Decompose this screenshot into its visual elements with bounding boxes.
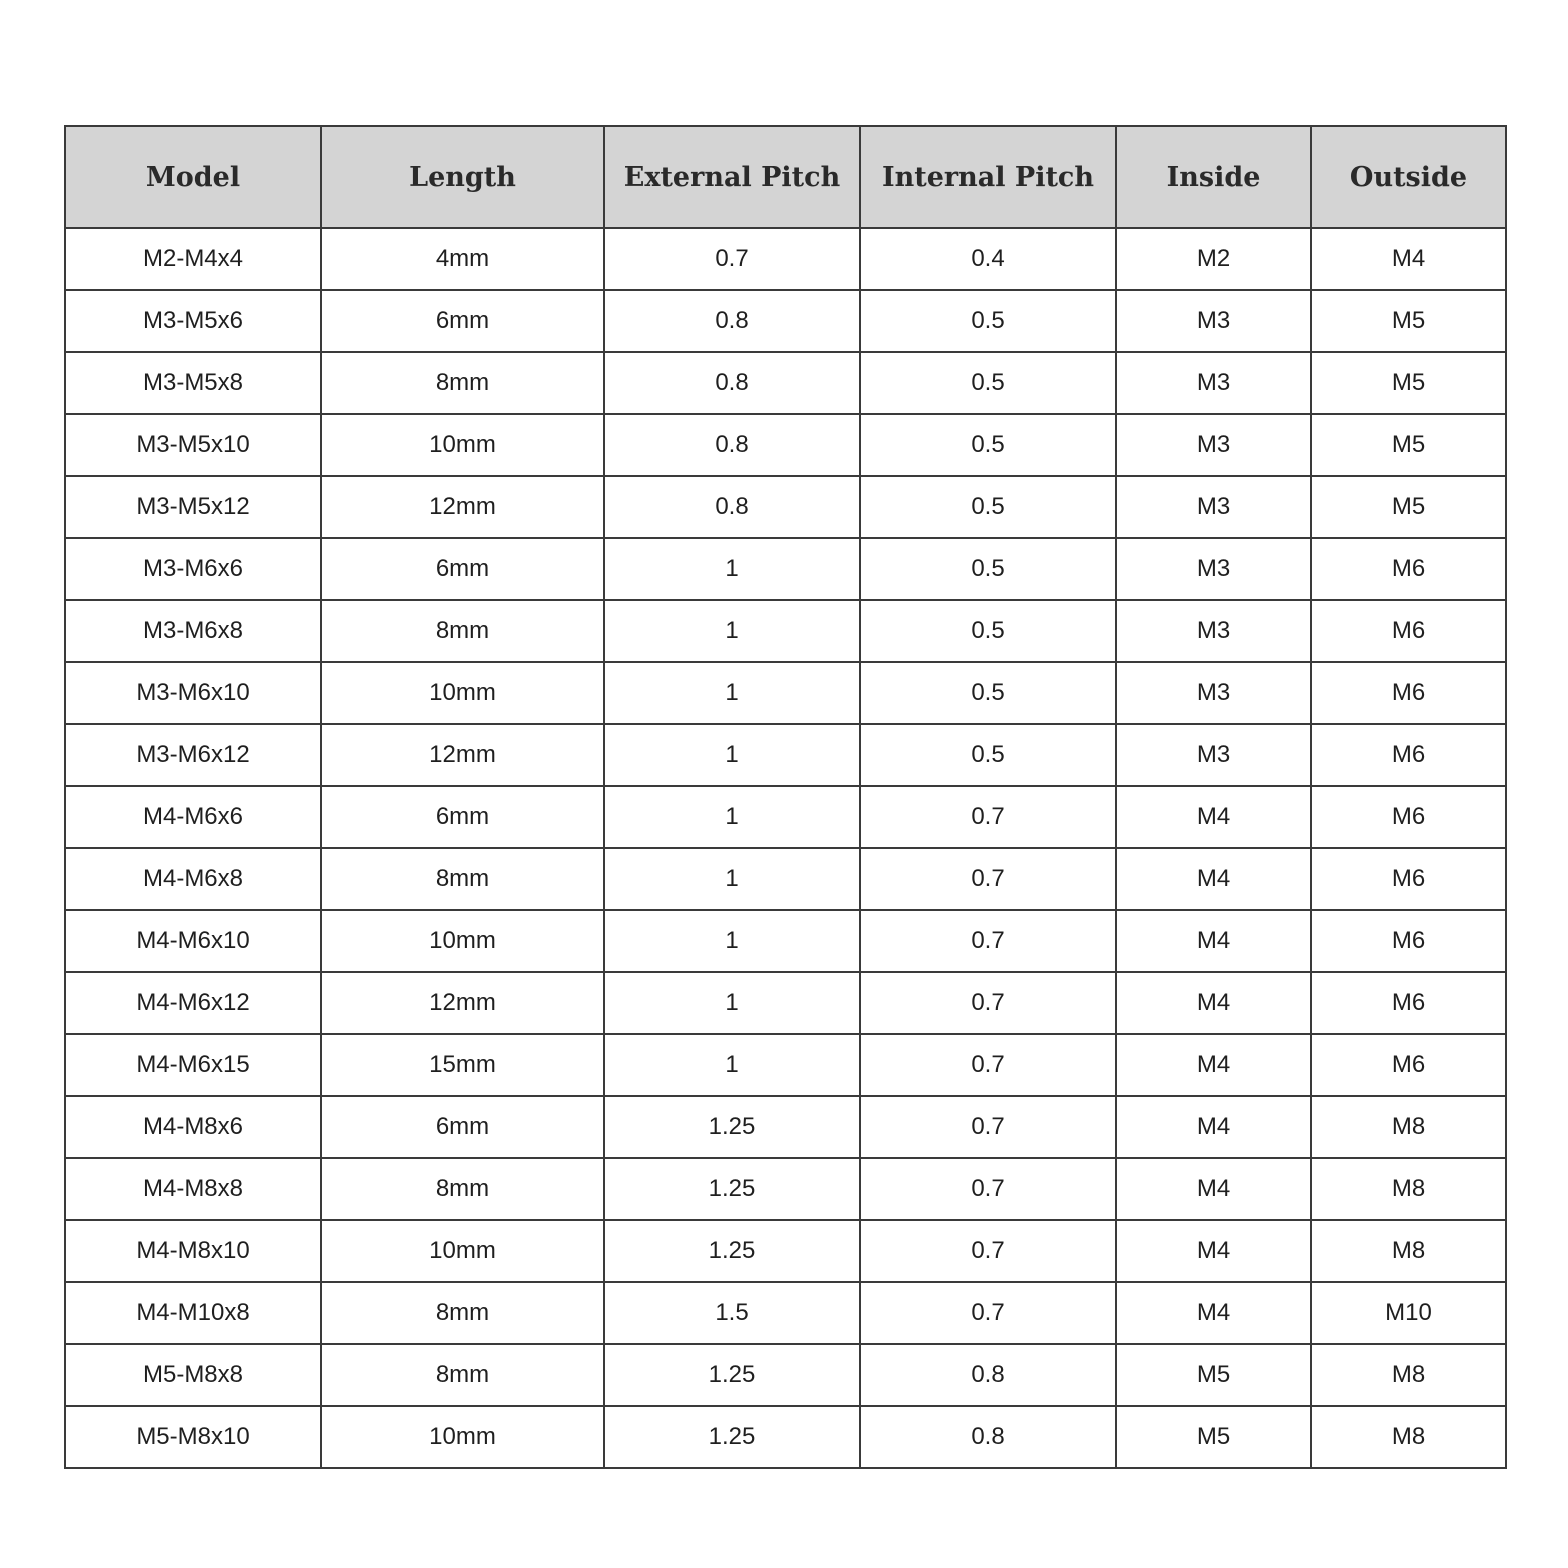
table-row: [65, 352, 1506, 414]
table-row: [65, 1406, 1506, 1468]
table-cell: 0.5: [860, 476, 1116, 538]
table-cell: M6: [1311, 972, 1506, 1034]
table-cell: M3-M5x10: [65, 414, 321, 476]
table-body: [65, 228, 1506, 1468]
table-cell: M5: [1311, 290, 1506, 352]
column-header: External Pitch: [604, 126, 860, 228]
table-row: [65, 1096, 1506, 1158]
table-cell: M3-M6x12: [65, 724, 321, 786]
table-cell: 6mm: [321, 290, 604, 352]
table-cell: 4mm: [321, 228, 604, 290]
table-cell: 6mm: [321, 538, 604, 600]
table-cell: 10mm: [321, 910, 604, 972]
table-cell: 0.7: [860, 1158, 1116, 1220]
table-cell: M6: [1311, 786, 1506, 848]
table-cell: M3-M5x12: [65, 476, 321, 538]
table-row: [65, 1282, 1506, 1344]
table-cell: M4-M8x10: [65, 1220, 321, 1282]
table-cell: M8: [1311, 1344, 1506, 1406]
table-cell: M6: [1311, 662, 1506, 724]
table-cell: 8mm: [321, 1344, 604, 1406]
table-cell: 1.25: [604, 1096, 860, 1158]
table-cell: 1.25: [604, 1406, 860, 1468]
table-cell: 0.5: [860, 414, 1116, 476]
table-cell: M5-M8x8: [65, 1344, 321, 1406]
table-cell: 1: [604, 910, 860, 972]
table-cell: 1.25: [604, 1344, 860, 1406]
table-cell: 0.7: [860, 848, 1116, 910]
table-cell: M4: [1116, 972, 1311, 1034]
table-cell: M3-M5x8: [65, 352, 321, 414]
table-cell: M4: [1116, 1282, 1311, 1344]
table-cell: 0.7: [860, 972, 1116, 1034]
table-cell: 1: [604, 1034, 860, 1096]
table-cell: 6mm: [321, 786, 604, 848]
table-cell: 0.7: [860, 1096, 1116, 1158]
table-row: [65, 1220, 1506, 1282]
table-cell: 0.7: [604, 228, 860, 290]
table-cell: M3: [1116, 600, 1311, 662]
table-cell: 0.8: [604, 414, 860, 476]
table-cell: 0.8: [604, 290, 860, 352]
table-cell: 8mm: [321, 352, 604, 414]
column-header: Internal Pitch: [860, 126, 1116, 228]
table-cell: M8: [1311, 1158, 1506, 1220]
table-row: [65, 910, 1506, 972]
table-cell: 1: [604, 538, 860, 600]
table-cell: 1: [604, 972, 860, 1034]
table-cell: M3: [1116, 476, 1311, 538]
table-row: [65, 414, 1506, 476]
table-cell: 8mm: [321, 1158, 604, 1220]
table-row: [65, 228, 1506, 290]
table-cell: M4-M8x6: [65, 1096, 321, 1158]
column-header: Length: [321, 126, 604, 228]
table-cell: M6: [1311, 538, 1506, 600]
table-cell: M3-M6x6: [65, 538, 321, 600]
table-row: [65, 538, 1506, 600]
column-header: Model: [65, 126, 321, 228]
table-cell: M6: [1311, 600, 1506, 662]
table-row: [65, 1344, 1506, 1406]
table-cell: M10: [1311, 1282, 1506, 1344]
table-cell: M3: [1116, 352, 1311, 414]
table-cell: 0.8: [860, 1406, 1116, 1468]
table-cell: M6: [1311, 1034, 1506, 1096]
table-cell: 0.5: [860, 724, 1116, 786]
table-cell: M8: [1311, 1406, 1506, 1468]
table-cell: 12mm: [321, 724, 604, 786]
table-cell: 0.8: [604, 352, 860, 414]
table-cell: 1.25: [604, 1220, 860, 1282]
table-cell: 12mm: [321, 476, 604, 538]
table-row: [65, 972, 1506, 1034]
column-header: Outside: [1311, 126, 1506, 228]
table-cell: 1: [604, 724, 860, 786]
table-row: [65, 848, 1506, 910]
table-row: [65, 1034, 1506, 1096]
table-cell: M4-M10x8: [65, 1282, 321, 1344]
table-cell: M3: [1116, 290, 1311, 352]
table-cell: M4-M6x15: [65, 1034, 321, 1096]
table-cell: M3: [1116, 414, 1311, 476]
table-cell: 0.7: [860, 1034, 1116, 1096]
table-cell: M4: [1116, 1220, 1311, 1282]
table-cell: M3: [1116, 538, 1311, 600]
table-row: [65, 1158, 1506, 1220]
table-cell: 0.4: [860, 228, 1116, 290]
table-cell: M4: [1116, 910, 1311, 972]
table-cell: 0.7: [860, 786, 1116, 848]
table-cell: M3: [1116, 724, 1311, 786]
spec-table: [64, 125, 1507, 1469]
table-cell: M3-M6x10: [65, 662, 321, 724]
table-cell: M4: [1116, 786, 1311, 848]
table-cell: 0.5: [860, 290, 1116, 352]
table-cell: M4-M6x8: [65, 848, 321, 910]
header-row: [65, 126, 1506, 228]
table-cell: M4: [1116, 1034, 1311, 1096]
table-cell: M5: [1311, 414, 1506, 476]
table-cell: M8: [1311, 1096, 1506, 1158]
table-row: [65, 724, 1506, 786]
table-header: [65, 126, 1506, 228]
table-cell: M4: [1116, 1096, 1311, 1158]
table-cell: 0.8: [604, 476, 860, 538]
table-cell: 1: [604, 662, 860, 724]
table-cell: M3: [1116, 662, 1311, 724]
table-cell: M4-M6x6: [65, 786, 321, 848]
table-row: [65, 290, 1506, 352]
table-cell: M4-M6x12: [65, 972, 321, 1034]
table-cell: M5: [1311, 352, 1506, 414]
table-cell: 0.7: [860, 1220, 1116, 1282]
table-cell: M8: [1311, 1220, 1506, 1282]
table-row: [65, 476, 1506, 538]
table-cell: 8mm: [321, 848, 604, 910]
table-cell: M4-M6x10: [65, 910, 321, 972]
table-cell: M6: [1311, 848, 1506, 910]
table-cell: 0.5: [860, 662, 1116, 724]
table-cell: 1: [604, 600, 860, 662]
table-cell: 1.25: [604, 1158, 860, 1220]
table-row: [65, 786, 1506, 848]
table-cell: M6: [1311, 724, 1506, 786]
table-cell: M5: [1116, 1406, 1311, 1468]
table-cell: M3-M6x8: [65, 600, 321, 662]
column-header: Inside: [1116, 126, 1311, 228]
table-cell: M5-M8x10: [65, 1406, 321, 1468]
table-cell: M5: [1116, 1344, 1311, 1406]
table-cell: 1.5: [604, 1282, 860, 1344]
table-cell: 12mm: [321, 972, 604, 1034]
table-cell: 10mm: [321, 1220, 604, 1282]
table-row: [65, 662, 1506, 724]
table-cell: M2-M4x4: [65, 228, 321, 290]
table-cell: M4: [1311, 228, 1506, 290]
table-cell: M4-M8x8: [65, 1158, 321, 1220]
table-cell: M3-M5x6: [65, 290, 321, 352]
table-cell: 1: [604, 848, 860, 910]
table-cell: 0.5: [860, 600, 1116, 662]
table-cell: 0.5: [860, 538, 1116, 600]
table-cell: 0.7: [860, 1282, 1116, 1344]
table-cell: 10mm: [321, 662, 604, 724]
table-cell: 10mm: [321, 414, 604, 476]
table-cell: M5: [1311, 476, 1506, 538]
table-row: [65, 600, 1506, 662]
table-cell: M6: [1311, 910, 1506, 972]
table-cell: 0.7: [860, 910, 1116, 972]
table-cell: M4: [1116, 848, 1311, 910]
table-cell: 0.8: [860, 1344, 1116, 1406]
table-cell: 15mm: [321, 1034, 604, 1096]
table-cell: 6mm: [321, 1096, 604, 1158]
table-cell: M4: [1116, 1158, 1311, 1220]
table-cell: 10mm: [321, 1406, 604, 1468]
table-cell: M2: [1116, 228, 1311, 290]
table-cell: 8mm: [321, 1282, 604, 1344]
table-cell: 1: [604, 786, 860, 848]
table-cell: 0.5: [860, 352, 1116, 414]
table-cell: 8mm: [321, 600, 604, 662]
